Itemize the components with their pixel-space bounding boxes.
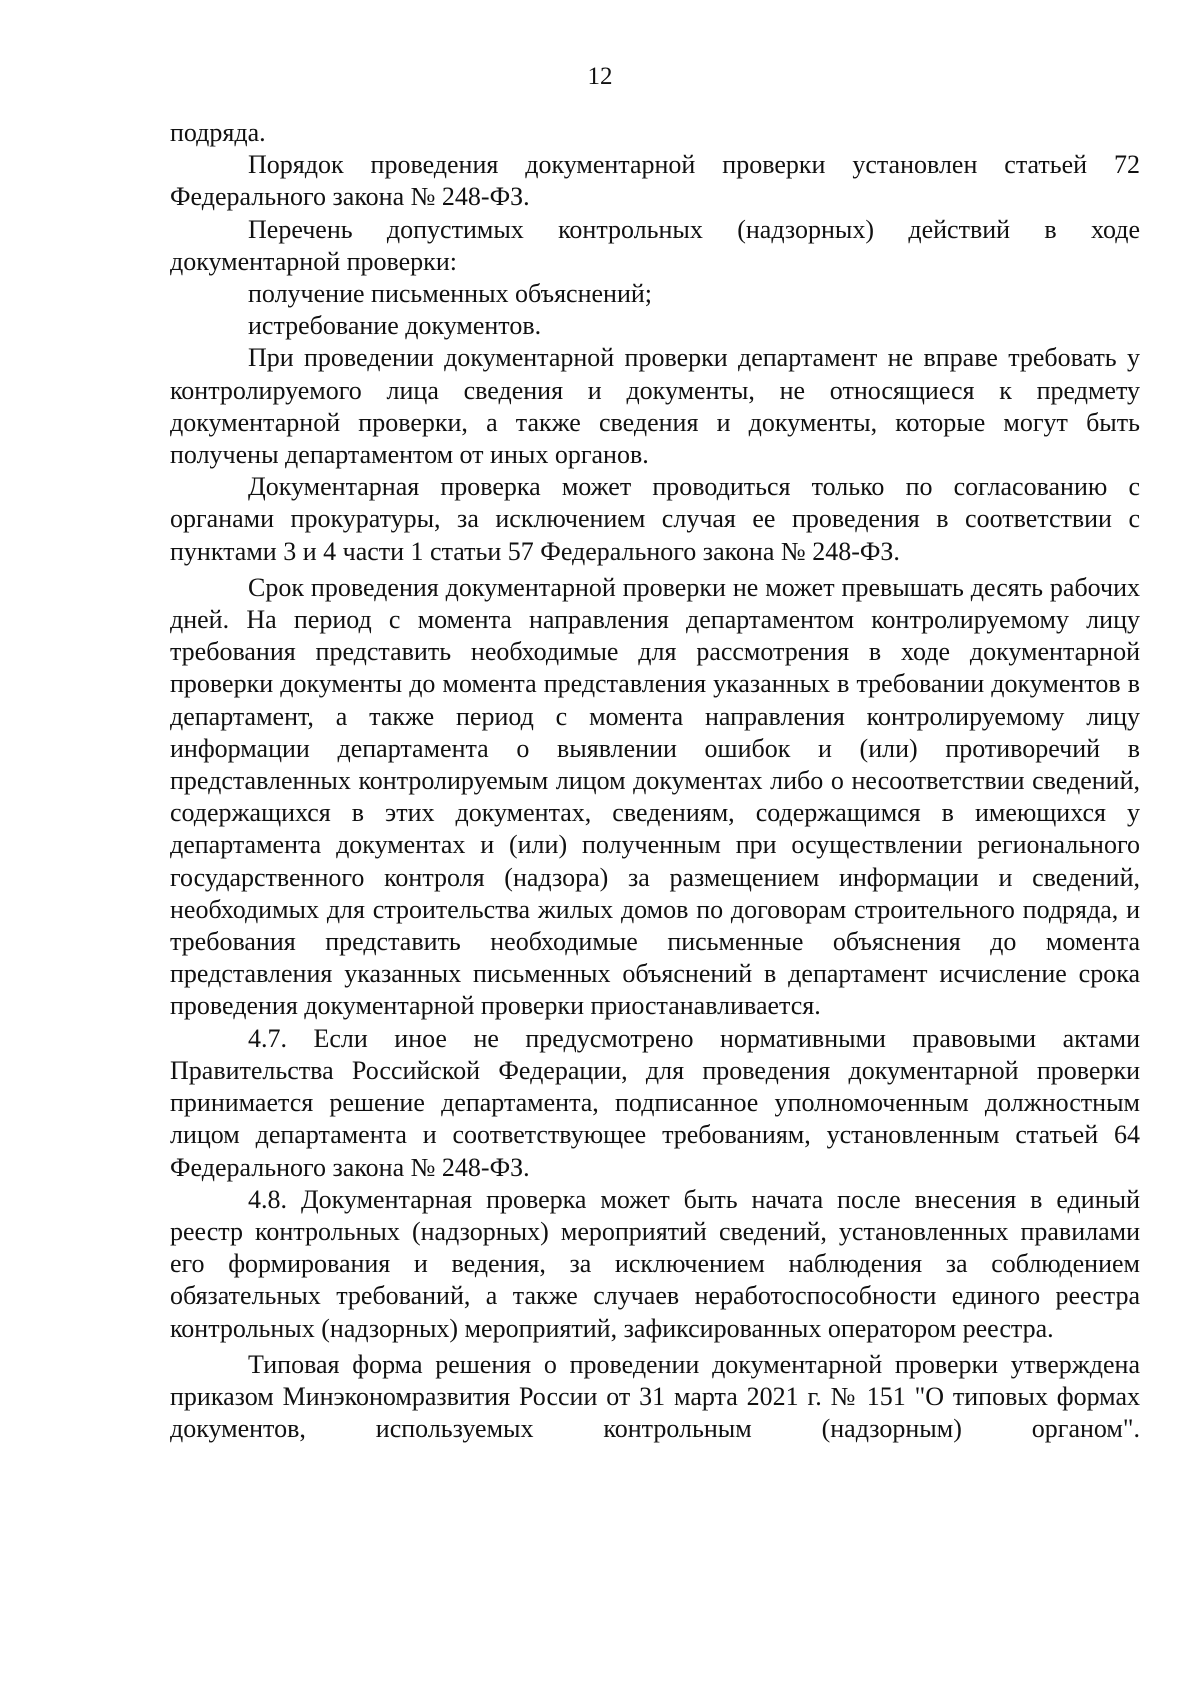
paragraph-standard-form: Типовая форма решения о проведении документарной проверки утверждена приказом Минэкономразвития России от 31 марта 2021 г. № 151 "О типовых формах документов, используемых контрольным (надзорным) органом". xyxy=(170,1349,1140,1444)
list-item-documents: истребование документов. xyxy=(248,311,542,341)
paragraph-continuation: подряда. xyxy=(170,118,266,147)
paragraph-procedure: Порядок проведения документарной проверки установлен статьей 72 Федерального закона № 248-ФЗ. xyxy=(170,150,1140,212)
paragraph-prosecutor-approval: Документарная проверка может проводиться только по согласованию с органами прокуратуры, за исключением случая ее проведения в соответствии с пунктами 3 и 4 части 1 статьи 57 Федерального закона № 248-ФЗ. xyxy=(170,472,1140,566)
paragraph-4-7: 4.7. Если иное не предусмотрено нормативными правовыми актами Правительства Российской Федерации, для проведения документарной проверки принимается решение департамента, подписанное уполномоченным должностным лицом департамента и соответствующее требованиям, установленным статьей 64 Федерального закона № 248-ФЗ. xyxy=(170,1023,1140,1182)
page-number: 12 xyxy=(587,63,613,90)
paragraph-term: Срок проведения документарной проверки не может превышать десять рабочих дней. На период с момента направления департаментом контролируемому лицу требования представить необходимые для рассмотрения в ходе документарной проверки документы до момента представления указанных в требовании документов в департамент, а также период с момента направления контролируемому лицу информации департамента о выявлении ошибок и (или) противоречий в представленных контролируемым лицом документах либо о несоответствии сведений, содержащихся в этих документах, сведениям, содержащимся в имеющихся у департамента документах и (или) полученным при осуществлении регионального государственного контроля (надзора) за размещением информации и сведений, необходимых для строительства жилых домов по договорам строительного подряда, и требования представить необходимые письменные объяснения до момента представления указанных письменных объяснений в департамент исчисление срока проведения документарной проверки приостанавливается. xyxy=(170,572,1140,1021)
paragraph-restrictions: При проведении документарной проверки департамент не вправе требовать у контролируемого лица сведения и документы, не относящиеся к предмету документарной проверки, а также сведения и документы, которые могут быть получены департаментом от иных органов. xyxy=(170,343,1140,470)
paragraph-4-8: 4.8. Документарная проверка может быть начата после внесения в единый реестр контрольных (надзорных) мероприятий сведений, установленных правилами его формирования и ведения, за исключением наблюдения за соблюдением обязательных требований, а также случаев неработоспособности единого реестра контрольных (надзорных) мероприятий, зафиксированных оператором реестра. xyxy=(170,1184,1140,1343)
paragraph-actions-list-intro: Перечень допустимых контрольных (надзорных) действий в ходе документарной проверки: xyxy=(170,214,1140,276)
document-body xyxy=(170,117,1140,1445)
list-item-explanations: получение письменных объяснений; xyxy=(248,279,652,309)
